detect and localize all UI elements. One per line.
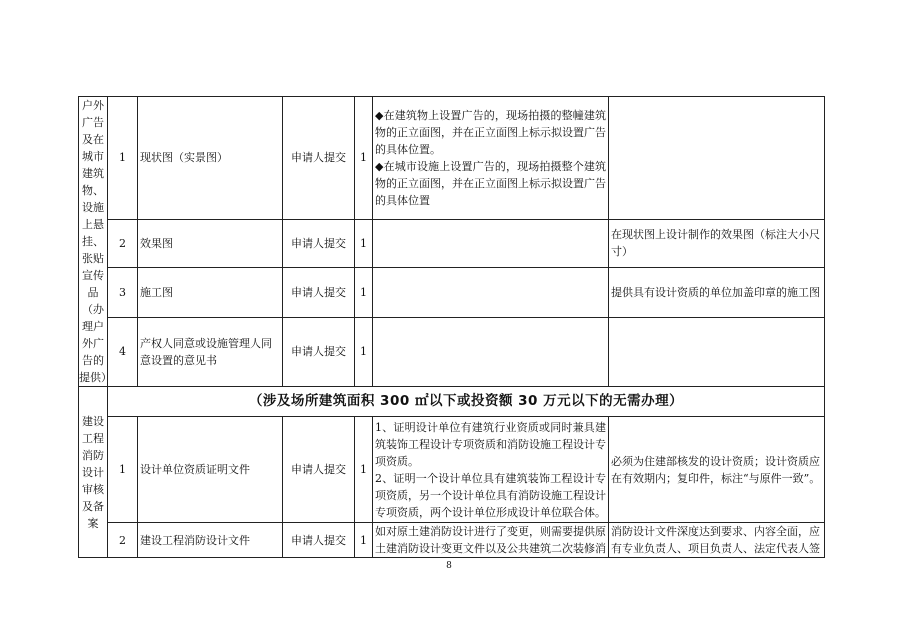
exemption-banner: （涉及场所建筑面积 300 ㎡以下或投资额 30 万元以下的无需办理） [108, 387, 825, 417]
requirement-text: 1、证明设计单位有建筑行业资质或同时兼具建筑装饰工程设计专项资质和消防设施工程设计专项资质。 [375, 420, 606, 468]
requirement-cell: 如对原土建消防设计进行了变更，则需要提供原土建消防设计变更文件以及公共建筑二次装修消 [373, 523, 609, 558]
material-name: 效果图 [138, 219, 283, 267]
table-row [79, 523, 825, 558]
requirement-text: ◆在建筑物上设置广告的，现场拍摄的整幢建筑物的正立面图，并在正立面图上标示拟设置广告的具体位置。 [375, 108, 606, 156]
note-cell: 消防设计文件深度达到要求、内容全面，应有专业负责人、项目负责人、法定代表人签 [609, 523, 825, 558]
requirement-cell [373, 267, 609, 317]
requirement-text: 2、证明一个设计单位具有建筑装饰工程设计专项资质，另一个设计单位具有消防设施工程设计专项资质，两个设计单位形成设计单位联合体。 [375, 471, 606, 519]
requirement-text: ◆在城市设施上设置广告的，现场拍摄整个建筑物的正立面图，并在正立面图上标示拟设置广告的具体位置 [375, 159, 606, 207]
table-row [79, 387, 825, 417]
table-row [79, 97, 825, 220]
copy-count: 1 [355, 417, 373, 523]
requirement-cell [373, 219, 609, 267]
row-number: 2 [108, 523, 138, 558]
row-number: 3 [108, 267, 138, 317]
requirement-cell [373, 317, 609, 386]
note-cell [609, 317, 825, 386]
row-number: 1 [108, 97, 138, 220]
note-cell [609, 97, 825, 220]
table-row [79, 267, 825, 317]
submitter: 申请人提交 [283, 97, 355, 220]
requirement-cell [373, 417, 609, 523]
submitter: 申请人提交 [283, 267, 355, 317]
copy-count: 1 [355, 267, 373, 317]
row-number: 4 [108, 317, 138, 386]
copy-count: 1 [355, 523, 373, 558]
material-name: 施工图 [138, 267, 283, 317]
page-number: 8 [446, 561, 452, 571]
row-number: 1 [108, 417, 138, 523]
note-cell: 提供具有设计资质的单位加盖印章的施工图 [609, 267, 825, 317]
material-name: 设计单位资质证明文件 [138, 417, 283, 523]
material-name: 建设工程消防设计文件 [138, 523, 283, 558]
copy-count: 1 [355, 97, 373, 220]
category-cell-outdoor-ads: 户外广告及在城市建筑物、设施上悬挂、张贴宣传品（办理户外广告的提供） [79, 97, 108, 387]
row-number: 2 [108, 219, 138, 267]
requirements-table [78, 96, 825, 558]
table-row [79, 417, 825, 523]
submitter: 申请人提交 [283, 317, 355, 386]
material-name: 产权人同意或设施管理人同意设置的意见书 [138, 317, 283, 386]
category-cell-fire-design: 建设工程消防设计审核及备案 [79, 387, 108, 558]
submitter: 申请人提交 [283, 417, 355, 523]
requirement-cell [373, 97, 609, 220]
table-row [79, 317, 825, 386]
copy-count: 1 [355, 317, 373, 386]
submitter: 申请人提交 [283, 523, 355, 558]
submitter: 申请人提交 [283, 219, 355, 267]
table-row [79, 219, 825, 267]
note-cell: 必须为住建部核发的设计资质；设计资质应在有效期内；复印件，标注“与原件一致”。 [609, 417, 825, 523]
material-name: 现状图（实景图） [138, 97, 283, 220]
copy-count: 1 [355, 219, 373, 267]
note-cell: 在现状图上设计制作的效果图（标注大小尺寸） [609, 219, 825, 267]
